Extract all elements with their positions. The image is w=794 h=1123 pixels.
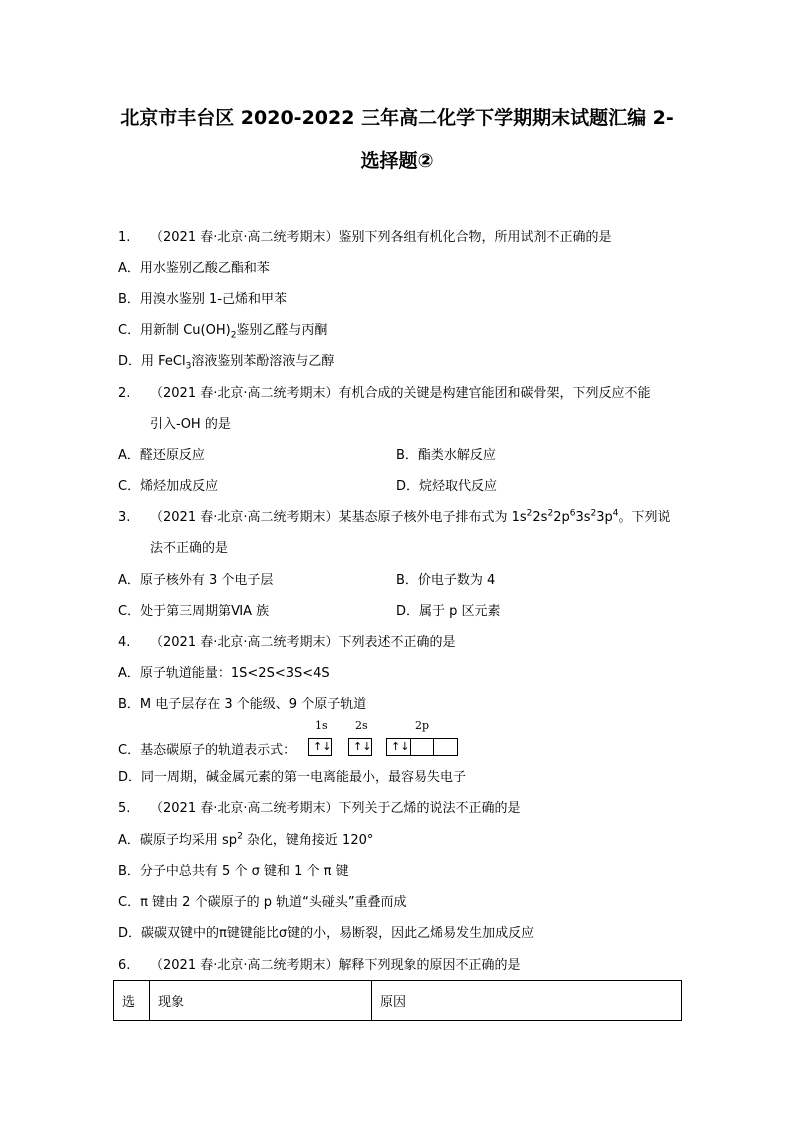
question-number: 3. — [118, 510, 131, 525]
q3-option-c: C．处于第三周期第ⅥA 族 — [118, 604, 270, 619]
question-number: 4. — [118, 635, 131, 650]
q1-option-b: B．用溴水鉴别 1-己烯和甲苯 — [118, 292, 288, 307]
arrow-pair-icon: ↑↓ — [313, 740, 332, 753]
orbital-label-2p: 2p — [415, 719, 430, 732]
orbital-diagram — [300, 718, 470, 758]
q1-option-d: D．用 FeCl$_3$溶液鉴别苯酚溶液与乙醇 — [118, 354, 335, 372]
q1-option-c: C．用新制 $Cu(OH)_2$鉴别乙醛与丙酮 — [118, 323, 328, 341]
arrow-pair-icon: ↑↓ — [353, 740, 372, 753]
document-title-line1: 北京市丰台区 2020-2022 三年高二化学下学期期末试题汇编 2- — [120, 107, 674, 129]
q4-option-c: C．基态碳原子的轨道表示式： — [118, 743, 297, 758]
q2-option-b: B．酯类水解反应 — [396, 448, 496, 463]
question-number: 6. — [118, 958, 131, 973]
question-number: 1. — [118, 230, 131, 245]
q3-option-a: A．原子核外有 3 个电子层 — [118, 573, 274, 588]
orbital-box-2s — [348, 738, 372, 756]
q2-option-d: D．烷烃取代反应 — [396, 479, 498, 494]
question-3-stem-cont: 法不正确的是 — [150, 541, 229, 556]
question-5-stem: 5. （2021 春·北京·高二统考期末）下列关于乙烯的说法不正确的是 — [118, 801, 521, 816]
q4-option-a: A．原子轨道能量：1S<2S<3S<4S — [118, 666, 330, 681]
orbital-label-2s: 2s — [355, 719, 368, 732]
question-6-stem: 6. （2021 春·北京·高二统考期末）解释下列现象的原因不正确的是 — [118, 958, 521, 973]
question-number: 5. — [118, 801, 131, 816]
orbital-divider — [410, 739, 411, 755]
question-4-stem: 4. （2021 春·北京·高二统考期末）下列表述不正确的是 — [118, 635, 456, 650]
orbital-label-1s: 1s — [315, 719, 328, 732]
q5-option-c: C．π 键由 2 个碳原子的 p 轨道“头碰头”重叠而成 — [118, 895, 407, 910]
document-title-line2: 选择题② — [360, 150, 434, 172]
question-3-stem: 3. （2021 春·北京·高二统考期末）某基态原子核外电子排布式为 $1s^22s^22p^63s^23p^4$。下列说 — [118, 508, 671, 525]
question-1-stem: 1. （2021 春·北京·高二统考期末）鉴别下列各组有机化合物，所用试剂不正确的是 — [118, 230, 612, 245]
table-header-cell: 现象 — [150, 981, 372, 1021]
q5-option-b: B．分子中总共有 5 个 σ 键和 1 个 π 键 — [118, 864, 349, 879]
answer-table — [113, 980, 682, 1021]
orbital-box-1s — [308, 738, 332, 756]
q4-option-d: D．同一周期，碱金属元素的第一电离能最小，最容易失电子 — [118, 770, 467, 785]
q3-option-d: D．属于 p 区元素 — [396, 604, 501, 619]
arrow-pair-icon: ↑↓ — [391, 740, 410, 753]
orbital-divider — [433, 739, 434, 755]
q3-option-b: B．价电子数为 4 — [396, 573, 496, 588]
q5-option-a: A．碳原子均采用 $sp^2$ 杂化，键角接近 120° — [118, 831, 374, 848]
question-number: 2. — [118, 386, 131, 401]
orbital-box-2p — [386, 738, 458, 756]
table-header-cell: 原因 — [372, 981, 682, 1021]
question-2-stem: 2. （2021 春·北京·高二统考期末）有机合成的关键是构建官能团和碳骨架，下列反应不能 — [118, 386, 651, 401]
q1-option-a: A．用水鉴别乙酸乙酯和苯 — [118, 261, 270, 276]
q4-option-b: B．M 电子层存在 3 个能级、9 个原子轨道 — [118, 697, 367, 712]
q5-option-d: D．碳碳双键中的π键键能比σ键的小，易断裂，因此乙烯易发生加成反应 — [118, 926, 535, 941]
table-header-row — [114, 981, 682, 1021]
table-header-cell: 选 — [114, 981, 150, 1021]
question-2-stem-cont: 引入-OH 的是 — [150, 417, 231, 432]
q2-option-c: C．烯烃加成反应 — [118, 479, 219, 494]
q2-option-a: A．醛还原反应 — [118, 448, 205, 463]
